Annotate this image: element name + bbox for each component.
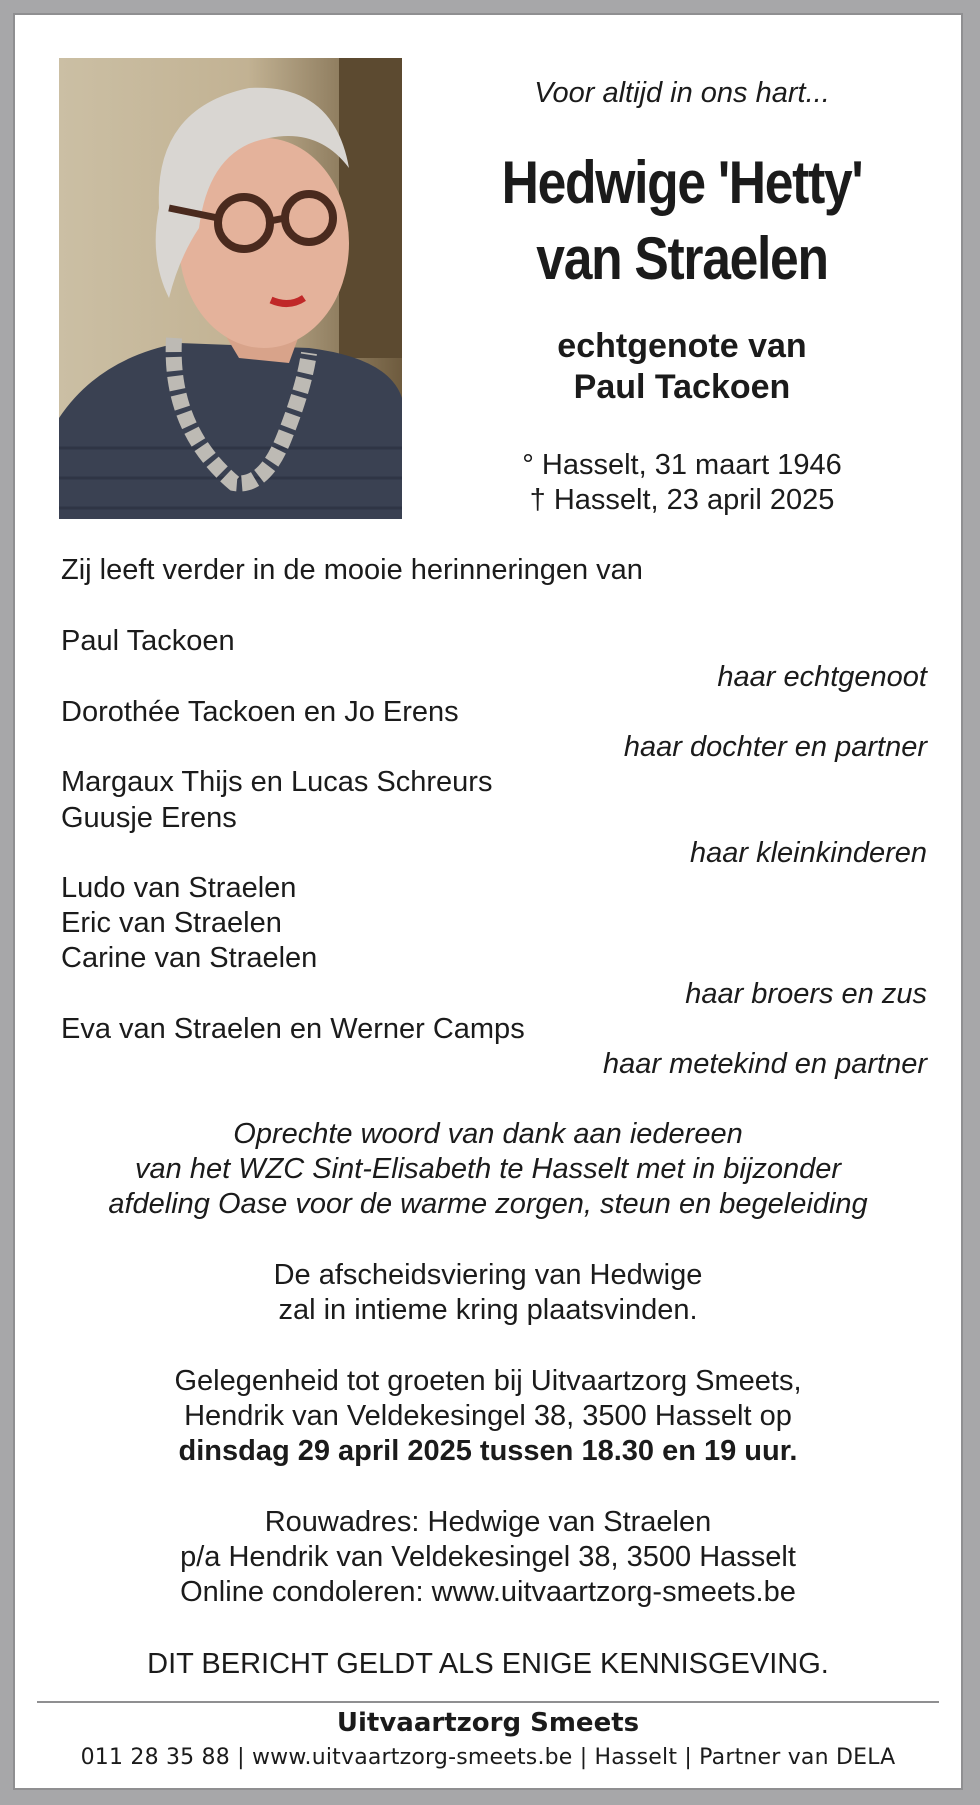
ceremony-line: zal in intieme kring plaatsvinden.: [278, 1294, 698, 1326]
funeral-home-contact: 011 28 35 88 | www.uitvaartzorg-smeets.be | Hasselt | Partner van DELA: [80, 1745, 896, 1770]
thanks-line: Oprechte woord van dank aan iedereen: [233, 1118, 743, 1150]
family-member: Carine van Straelen: [61, 942, 318, 974]
mourning-address: [35, 1505, 941, 1610]
thanks-text: [35, 1117, 941, 1222]
family-member: Eva van Straelen en Werner Camps: [61, 1013, 525, 1045]
family-member: Eric van Straelen: [61, 907, 282, 939]
ceremony-line: De afscheidsviering van Hedwige: [273, 1259, 703, 1291]
family-member: Margaux Thijs en Lucas Schreurs: [61, 766, 493, 798]
motto: Voor altijd in ons hart...: [534, 77, 830, 109]
spouse-info: [415, 326, 949, 408]
visitation-line: Hendrik van Veldekesingel 38, 3500 Hasselt op: [184, 1400, 792, 1432]
footer-divider: [37, 1701, 939, 1703]
obituary-card: [13, 13, 963, 1790]
address-line: Rouwadres: Hedwige van Straelen: [264, 1506, 712, 1538]
life-dates: [415, 448, 949, 518]
family-member: Ludo van Straelen: [61, 872, 297, 904]
name-line-1: Hedwige 'Hetty': [501, 149, 863, 216]
address-line: p/a Hendrik van Veldekesingel 38, 3500 Hasselt: [180, 1541, 796, 1573]
relation-label: haar dochter en partner: [623, 731, 927, 763]
family-member: Guusje Erens: [61, 802, 237, 834]
name-line-2: van Straelen: [536, 225, 828, 292]
thanks-line: afdeling Oase voor de warme zorgen, steun en begeleiding: [108, 1188, 868, 1220]
deceased-name: [452, 145, 911, 297]
relation-label: haar kleinkinderen: [690, 837, 927, 869]
thanks-line: van het WZC Sint-Elisabeth te Hasselt met in bijzonder: [135, 1153, 841, 1185]
birth-date: ° Hasselt, 31 maart 1946: [522, 449, 842, 481]
intro-text: Zij leeft verder in de mooie herinneringen van: [61, 554, 643, 586]
portrait-photo: [59, 58, 402, 519]
visitation-line: Gelegenheid tot groeten bij Uitvaartzorg Smeets,: [174, 1365, 802, 1397]
visitation-datetime: dinsdag 29 april 2025 tussen 18.30 en 19 uur.: [178, 1435, 798, 1467]
ceremony-text: [35, 1258, 941, 1328]
relation-label: haar echtgenoot: [717, 661, 927, 693]
relation-label: haar broers en zus: [685, 978, 927, 1010]
relation-label: haar metekind en partner: [602, 1048, 927, 1080]
family-member: Paul Tackoen: [61, 625, 235, 657]
condolence-link[interactable]: Online condoleren: www.uitvaartzorg-smeets.be: [180, 1576, 796, 1608]
spouse-line-2: Paul Tackoen: [573, 368, 791, 406]
death-date: † Hasselt, 23 april 2025: [529, 484, 835, 516]
funeral-home-name: Uitvaartzorg Smeets: [336, 1708, 640, 1738]
visitation-text: [35, 1364, 941, 1469]
notice-text: DIT BERICHT GELDT ALS ENIGE KENNISGEVING.: [147, 1648, 829, 1680]
spouse-line-1: echtgenote van: [557, 327, 807, 365]
family-member: Dorothée Tackoen en Jo Erens: [61, 696, 459, 728]
